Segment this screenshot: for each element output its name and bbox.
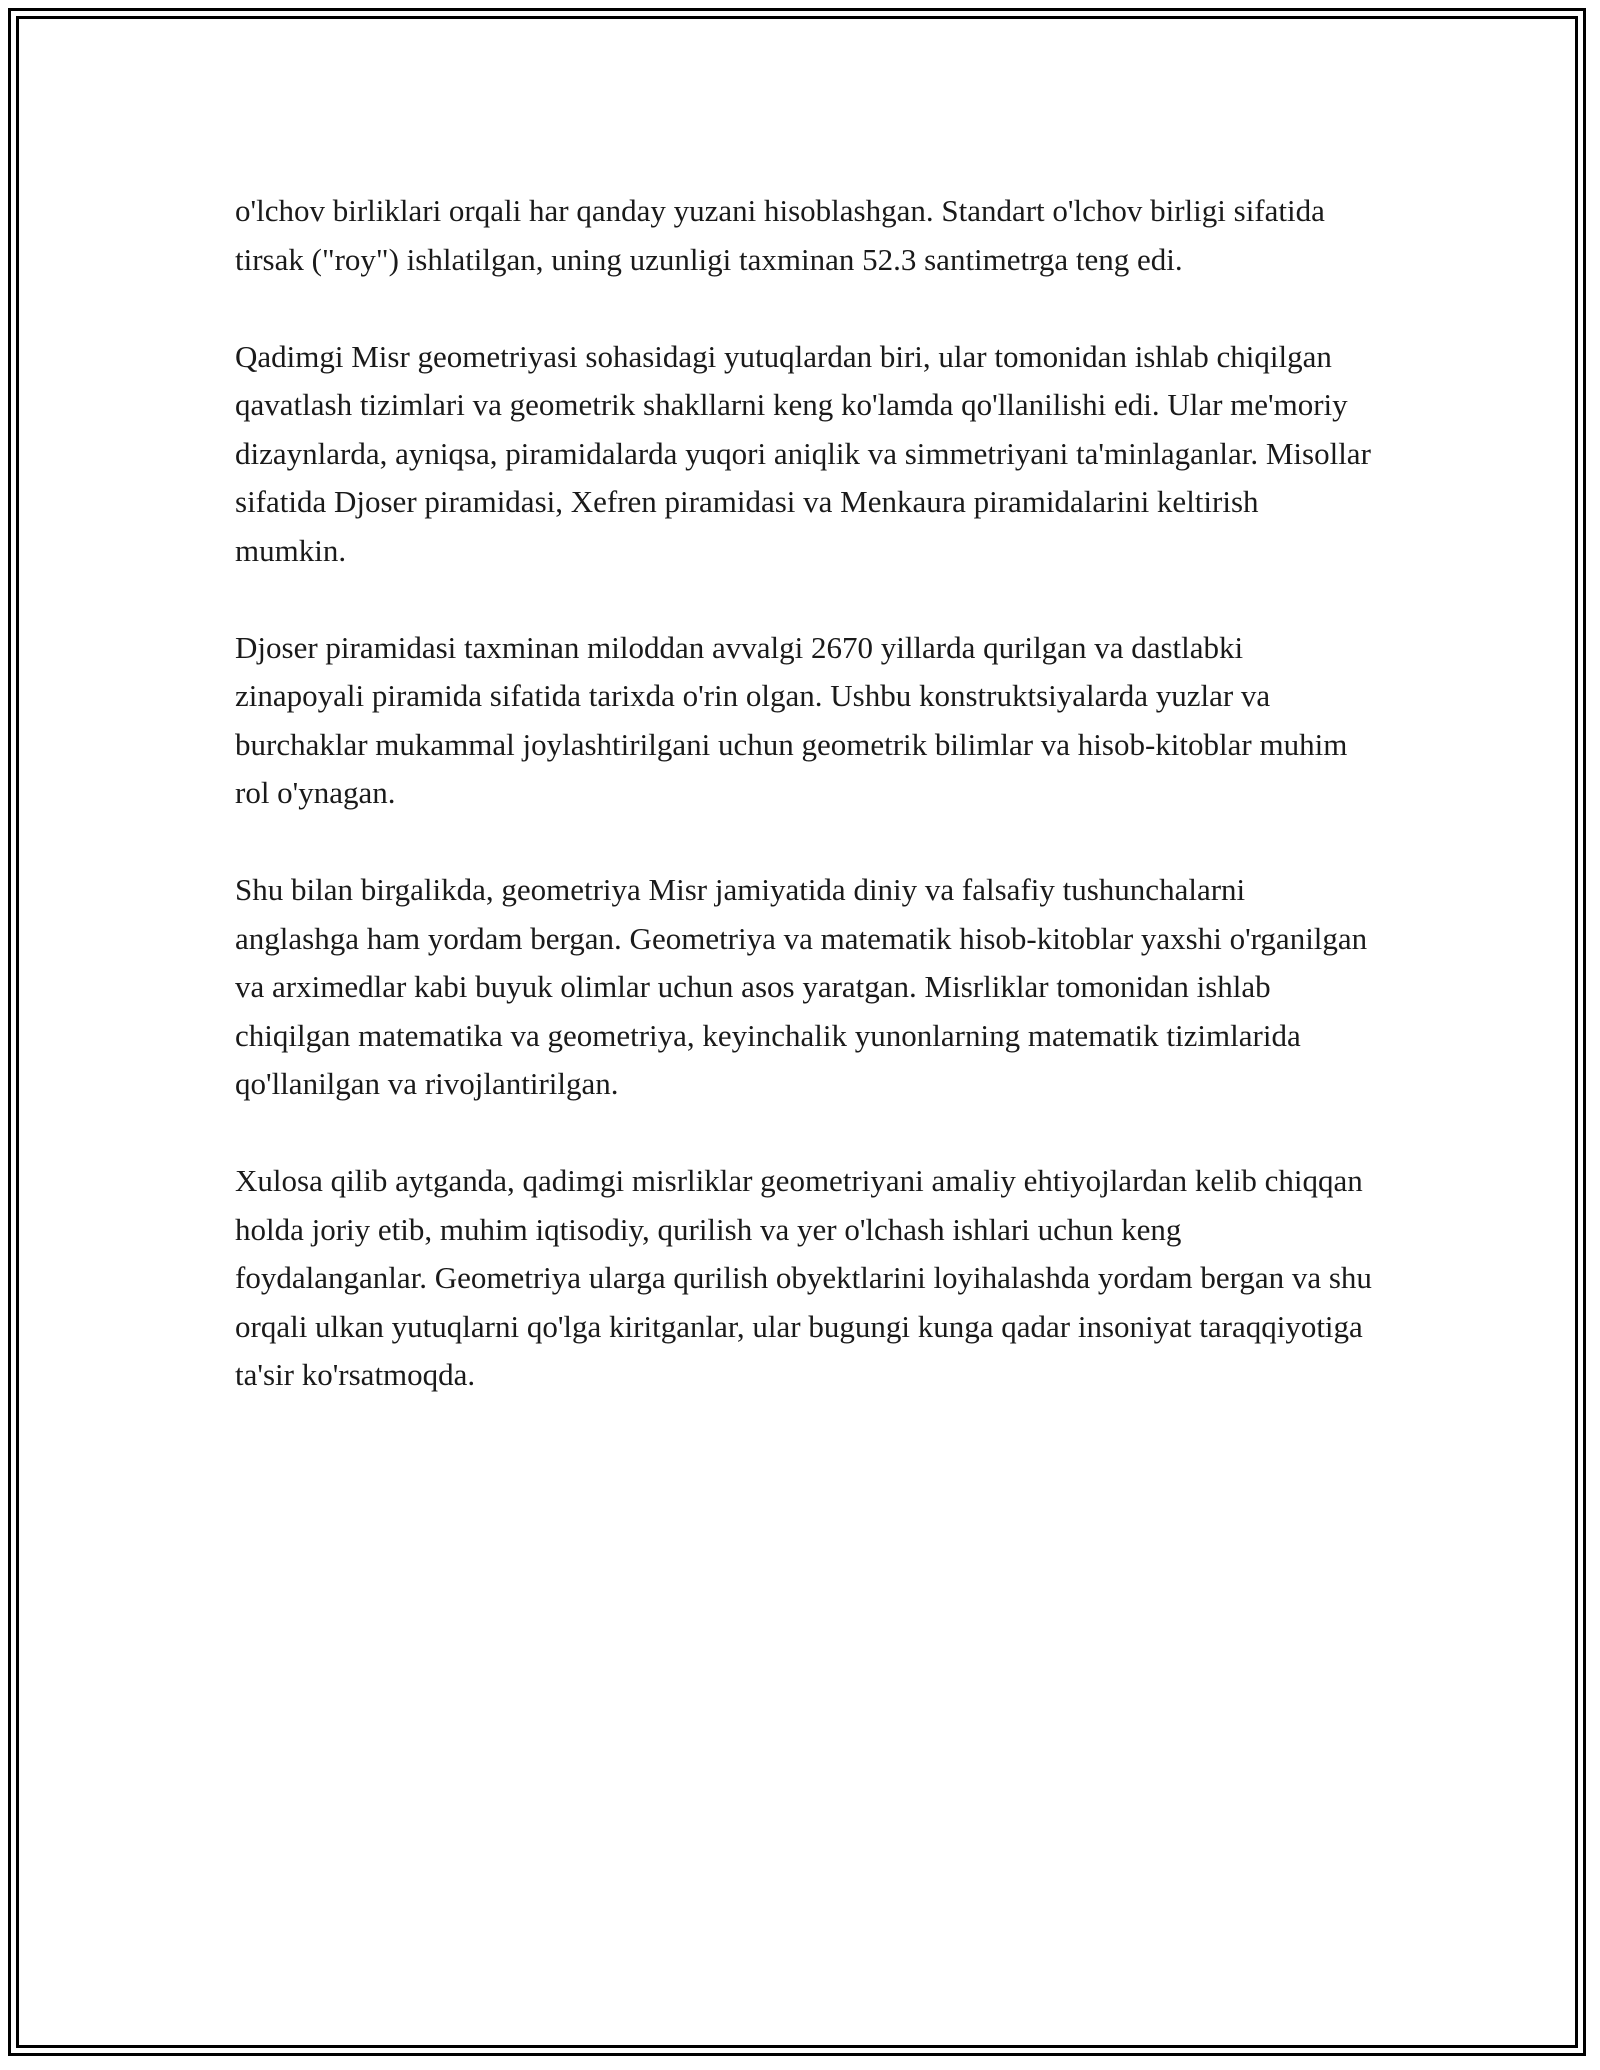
- document-body: [235, 187, 1375, 1448]
- paragraph-1: o'lchov birliklari orqali har qanday yuzani hisoblashgan. Standart o'lchov birligi sifatida tirsak ("roy") ishlatilgan, uning uzunligi taxminan 52.3 santimetrga teng edi.: [235, 193, 1325, 277]
- paragraph-2: Qadimgi Misr geometriyasi sohasidagi yutuqlardan biri, ular tomonidan ishlab chiqilgan qavatlash tizimlari va geometrik shakllarni keng ko'lamda qo'llanilishi edi. Ular me'moriy dizaynlarda, ayniqsa, piramidalarda yuqori aniqlik va simmetriyani ta'minlaganlar. Misollar sifatida Djoser piramidasi, Xefren piramidasi va Menkaura piramidalarini keltirish mumkin.: [235, 338, 1371, 568]
- paragraph-5: Xulosa qilib aytganda, qadimgi misrliklar geometriyani amaliy ehtiyojlardan kelib chiqqan holda joriy etib, muhim iqtisodiy, qurilish va yer o'lchash ishlari uchun keng foydalanganlar. Geometriya ularga qurilish obyektlarini loyihalashda yordam bergan va shu orqali ulkan yutuqlarni qo'lga kiritganlar, ular bugungi kunga qadar insoniyat taraqqiyotiga ta'sir ko'rsatmoqda.: [235, 1163, 1372, 1392]
- paragraph-3: Djoser piramidasi taxminan miloddan avvalgi 2670 yillarda qurilgan va dastlabki zinapoyali piramida sifatida tarixda o'rin olgan. Ushbu konstruktsiyalarda yuzlar va burchaklar mukammal joylashtirilgani uchun geometrik bilimlar va hisob-kitoblar muhim rol o'ynagan.: [235, 629, 1348, 810]
- paragraph-4: Shu bilan birgalikda, geometriya Misr jamiyatida diniy va falsafiy tushunchalarni anglashga ham yordam bergan. Geometriya va matematik hisob-kitoblar yaxshi o'rganilgan va arximedlar kabi buyuk olimlar uchun asos yaratgan. Misrliklar tomonidan ishlab chiqilgan matematika va geometriya, keyinchalik yunonlarning matematik tizimlarida qo'llanilgan va rivojlantirilgan.: [235, 872, 1368, 1101]
